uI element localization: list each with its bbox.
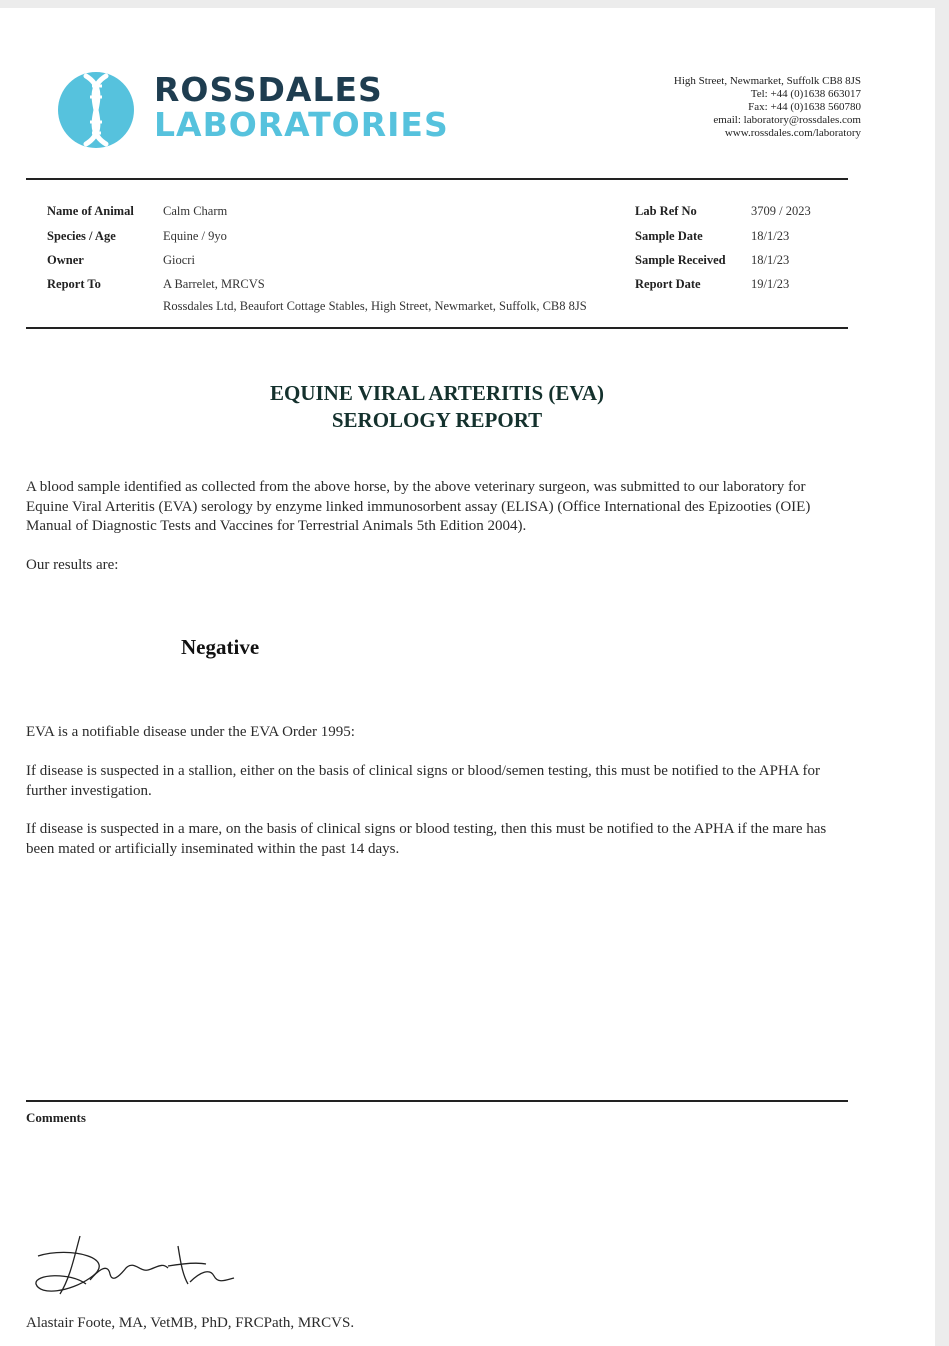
comments-label: Comments: [26, 1110, 86, 1125]
signature-image: [30, 1228, 240, 1308]
species-label: Species / Age: [47, 229, 116, 243]
brand-name-line2: LABORATORIES: [154, 105, 449, 144]
signatory-name: Alastair Foote, MA, VetMB, PhD, FRCPath, MRCVS.: [26, 1315, 355, 1331]
brand-name-line1: ROSSDALES: [154, 70, 383, 109]
lab-address: High Street, Newmarket, Suffolk CB8 8JS: [673, 75, 861, 87]
results-lead: Our results are:: [26, 557, 119, 573]
species-value: Equine / 9yo: [163, 229, 227, 243]
sample-received-value: 18/1/23: [751, 253, 790, 267]
report-to-value: A Barrelet, MRCVS: [163, 277, 265, 291]
mare-note: If disease is suspected in a mare, on the basis of clinical signs or blood testing, then this must be notified to the APHA if the mare has been mated or artificially inseminated within the past 14 days.: [26, 821, 827, 857]
sample-date-value: 18/1/23: [751, 229, 790, 243]
report-title-line2: SEROLOGY REPORT: [331, 408, 543, 432]
lab-telephone: Tel: +44 (0)1638 663017: [750, 88, 861, 100]
lab-ref-label: Lab Ref No: [635, 204, 697, 218]
lab-email: email: laboratory@rossdales.com: [713, 114, 861, 126]
owner-label: Owner: [47, 253, 84, 267]
report-title-line1: EQUINE VIRAL ARTERITIS (EVA): [269, 381, 604, 405]
lab-ref-value: 3709 / 2023: [751, 204, 811, 218]
sample-date-label: Sample Date: [635, 229, 703, 243]
header-divider: [26, 178, 848, 180]
report-title: [0, 380, 874, 434]
report-to-label: Report To: [47, 277, 101, 291]
notifiable-notice: EVA is a notifiable disease under the EVA Order 1995:: [26, 724, 355, 740]
sample-received-label: Sample Received: [635, 253, 726, 267]
result-value: Negative: [181, 635, 260, 659]
name-value: Calm Charm: [163, 204, 228, 218]
dna-logo-icon: [56, 70, 136, 150]
report-to-address: Rossdales Ltd, Beaufort Cottage Stables, High Street, Newmarket, Suffolk, CB8 8JS: [163, 299, 587, 313]
report-date-value: 19/1/23: [751, 277, 790, 291]
lab-fax: Fax: +44 (0)1638 560780: [748, 101, 861, 113]
contact-block: [674, 75, 861, 140]
report-date-label: Report Date: [635, 277, 701, 291]
details-divider: [26, 327, 848, 329]
comments-divider: [26, 1100, 848, 1102]
intro-paragraph: A blood sample identified as collected from the above horse, by the above veterinary surgeon, was submitted to our laboratory for Equine Viral Arteritis (EVA) serology by enzyme linked immunosorbent assay (ELISA) (Office International des Epizooties (OIE) Manual of Diagnostic Tests and Vaccines for Terrestrial Animals 5th Edition 2004).: [26, 479, 811, 534]
name-label: Name of Animal: [47, 204, 134, 218]
lab-website: www.rossdales.com/laboratory: [724, 127, 861, 139]
owner-value: Giocri: [163, 253, 195, 267]
stallion-note: If disease is suspected in a stallion, either on the basis of clinical signs or blood/semen testing, this must be notified to the APHA for further investigation.: [26, 763, 821, 799]
